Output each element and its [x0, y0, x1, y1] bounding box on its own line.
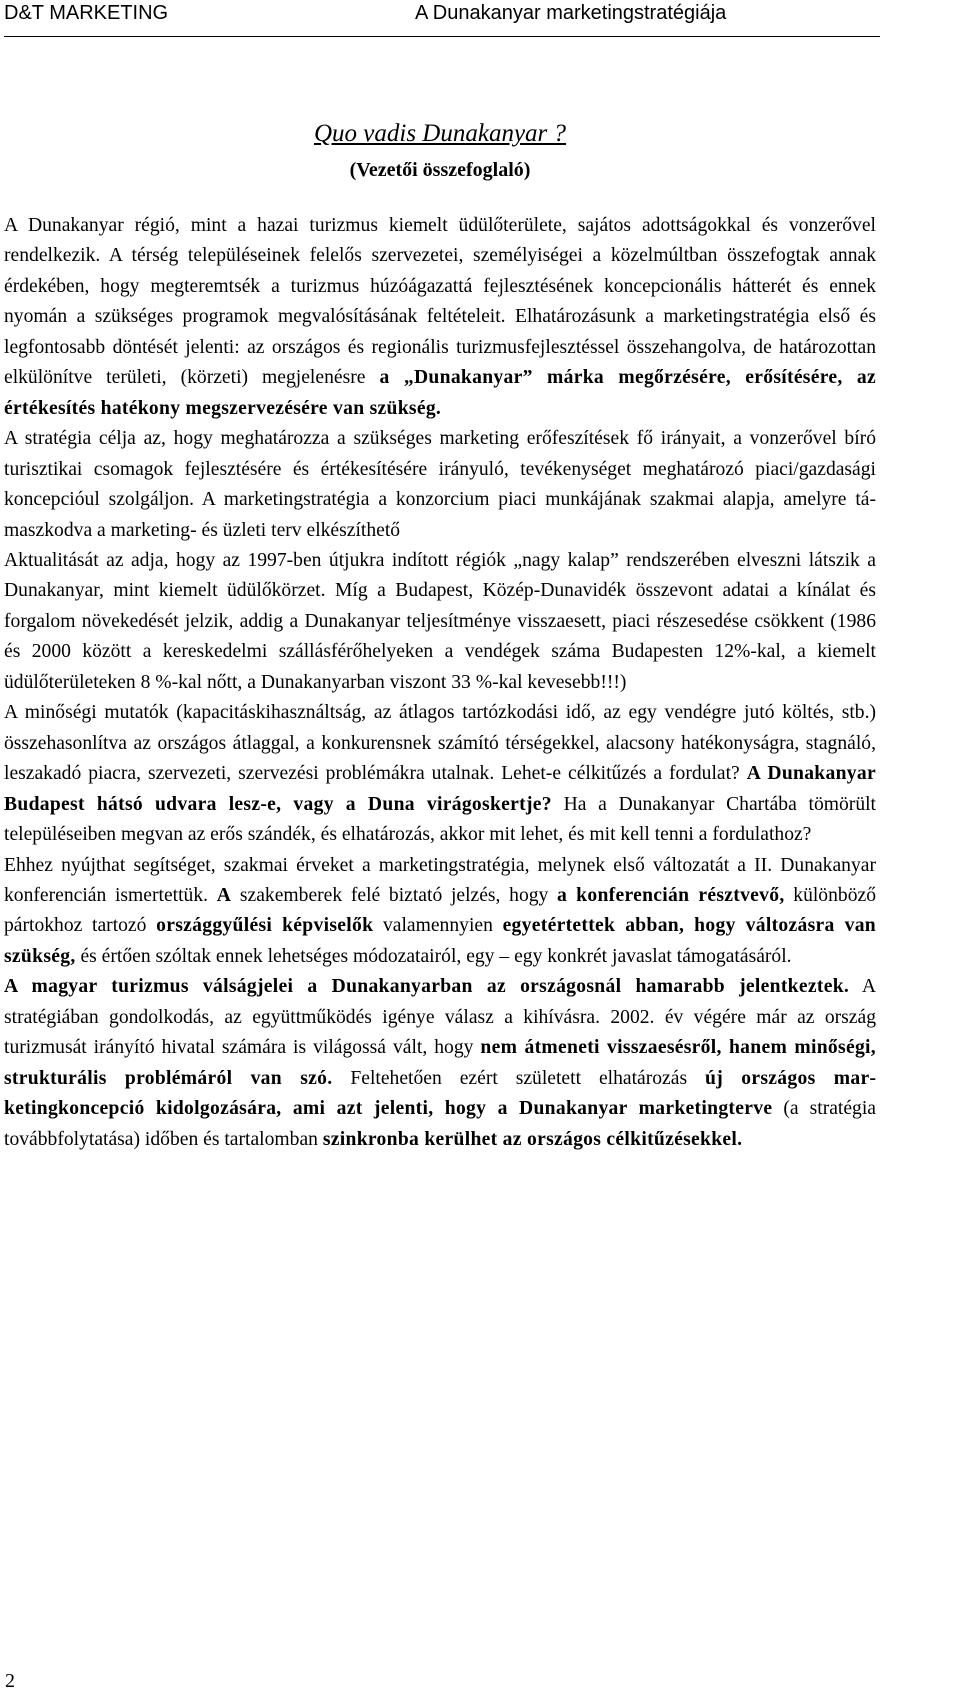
paragraph	[4, 424, 876, 546]
paragraph	[4, 546, 876, 698]
text-run: valamennyien	[373, 915, 503, 937]
page-header	[4, 0, 880, 37]
text-run: Ehhez nyújthat segítséget, szakmai érveket a marketingstratégia, melynek első változatát a II. Dunakanyar konferencián ismertettük.	[4, 854, 876, 906]
text-run: szakemberek felé biztató jelzés, hogy	[231, 884, 558, 906]
bold-text-run: a „Dunakanyar” márka megőrzésére, erősítésére, az értékesítés hatékony megszervezésére van szükség.	[4, 367, 876, 419]
header-document-title: A Dunakanyar marketingstratégiája	[415, 2, 727, 24]
text-run: A minőségi mutatók (kapacitáskihasználtság, az átlagos tartózkodási idő, az egy vendégre jutó költés, stb.) összehasonlítva az országos átlaggal, a konkurensnek számító térségekkel, alacsony hatékonyságra, stagnáló, leszakadó piacra, szervezeti, szervezési problémákra utalnak. Lehet-e célkitűzés a fordulat?	[4, 702, 876, 785]
bold-text-run: a konferencián résztvevő,	[557, 884, 785, 906]
document-subtitle: (Vezetői összefoglaló)	[349, 159, 531, 181]
text-run: Aktualitását az adja, hogy az 1997-ben útjukra indított régiók „nagy kalap” rendszerében elveszni látszik a Dunakanyar, mint kiemelt üdülőkörzet. Míg a Budapest, Közép-Dunavidék összevont adatai a kínálat és forgalom növekedését jelzik, addig a Dunakanyar teljesítménye visszaesett, piaci részesedése csökkent (1986 és 2000 között a kereskedelmi szállásférőhelyeken a vendégek száma Budapesten 12%-kal, a kiemelt üdülőterületeken 8 %-kal nőtt, a Dunakanyarban viszont 33 %-kal kevesebb!!!)	[4, 549, 876, 693]
bold-text-run: új országos marketingkoncepció kidolgozására, ami azt jelenti, hogy a Dunakanyar marketingterve	[4, 1067, 876, 1120]
page-number: 2	[5, 1670, 15, 1692]
text-run: különböző pártokhoz tartozó	[4, 884, 876, 937]
text-run: Feltehetően ezért született elhatározás	[332, 1067, 706, 1089]
text-run: Ha a Dunakanyar Chartába tömörült településeiben megvan az erős szándék, és elhatározás, akkor mit lehet, és mit kell tenni a fordulathoz?	[4, 793, 877, 846]
document-title: Quo vadis Dunakanyar ?	[313, 120, 567, 147]
bold-text-run: nem átmeneti visszaesésről, hanem minőségi, strukturális problémáról van szó.	[4, 1037, 876, 1089]
paragraph	[4, 698, 876, 850]
text-run: A stratégia célja az, hogy meghatározza a szükséges marketing erőfeszítések fő irányait, a vonzerővel bíró turisztikai csomagok fejlesztésére és értékesítésére irányuló, tevékenységet meghatározó piaci/gazdasági koncepcióul szolgáljon. A marketingstratégia a konzorcium piaci munkájának szakmai alapja, amelyre támaszkodva a marketing- és üzleti terv elkészíthető	[4, 428, 876, 541]
paragraph	[4, 211, 876, 424]
bold-text-run: szinkronba kerülhet az országos célkitűzésekkel.	[322, 1128, 743, 1150]
bold-text-run: A magyar turizmus válságjelei a Dunakanyarban az országosnál hamarabb jelentkeztek.	[4, 976, 850, 998]
bold-text-run: egyetértettek abban, hogy változásra van szükség,	[4, 915, 876, 967]
bold-text-run: A Dunakanyar Budapest hátsó udvara lesz-e, vagy a Duna virágoskertje?	[4, 763, 876, 815]
bold-text-run: A	[216, 884, 232, 906]
paragraph	[4, 851, 876, 973]
text-run: és értően szóltak ennek lehetséges módozatairól, egy – egy konkrét javaslat támogatásáról.	[75, 945, 792, 967]
text-run: A Dunakanyar régió, mint a hazai turizmus kiemelt üdülőterülete, sajátos adottságokkal és vonzerővel rendelkezik. A térség településeinek felelős szervezetei, személyiségei a közelmúltban összefogtak annak érdekében, hogy megteremtsék a turizmus húzóágazattá fejlesztésének koncepcionális hátterét és ennek nyomán a szükséges programok megvalósításának feltételeit. Elhatározásunk a marketingstratégia első és legfontosabb döntését jelenti: az országos és regionális turizmusfejlesztéssel összehangolva, de határozottan elkülönítve területi, (körzeti) megjelenésre	[4, 215, 876, 389]
bold-text-run: országgyűlési képviselők	[156, 915, 374, 937]
paragraph	[4, 972, 876, 1155]
text-run: A stratégiában gondolkodás, az együttműködés igénye válasz a kihívásra. 2002. év végére már az ország turizmusát irányító hivatal számára is világossá vált, hogy	[4, 976, 876, 1059]
header-company-name: D&T MARKETING	[4, 2, 169, 24]
text-run: (a stratégia továbbfolytatása) időben és tartalomban	[4, 1098, 876, 1150]
body-text	[4, 211, 876, 1155]
